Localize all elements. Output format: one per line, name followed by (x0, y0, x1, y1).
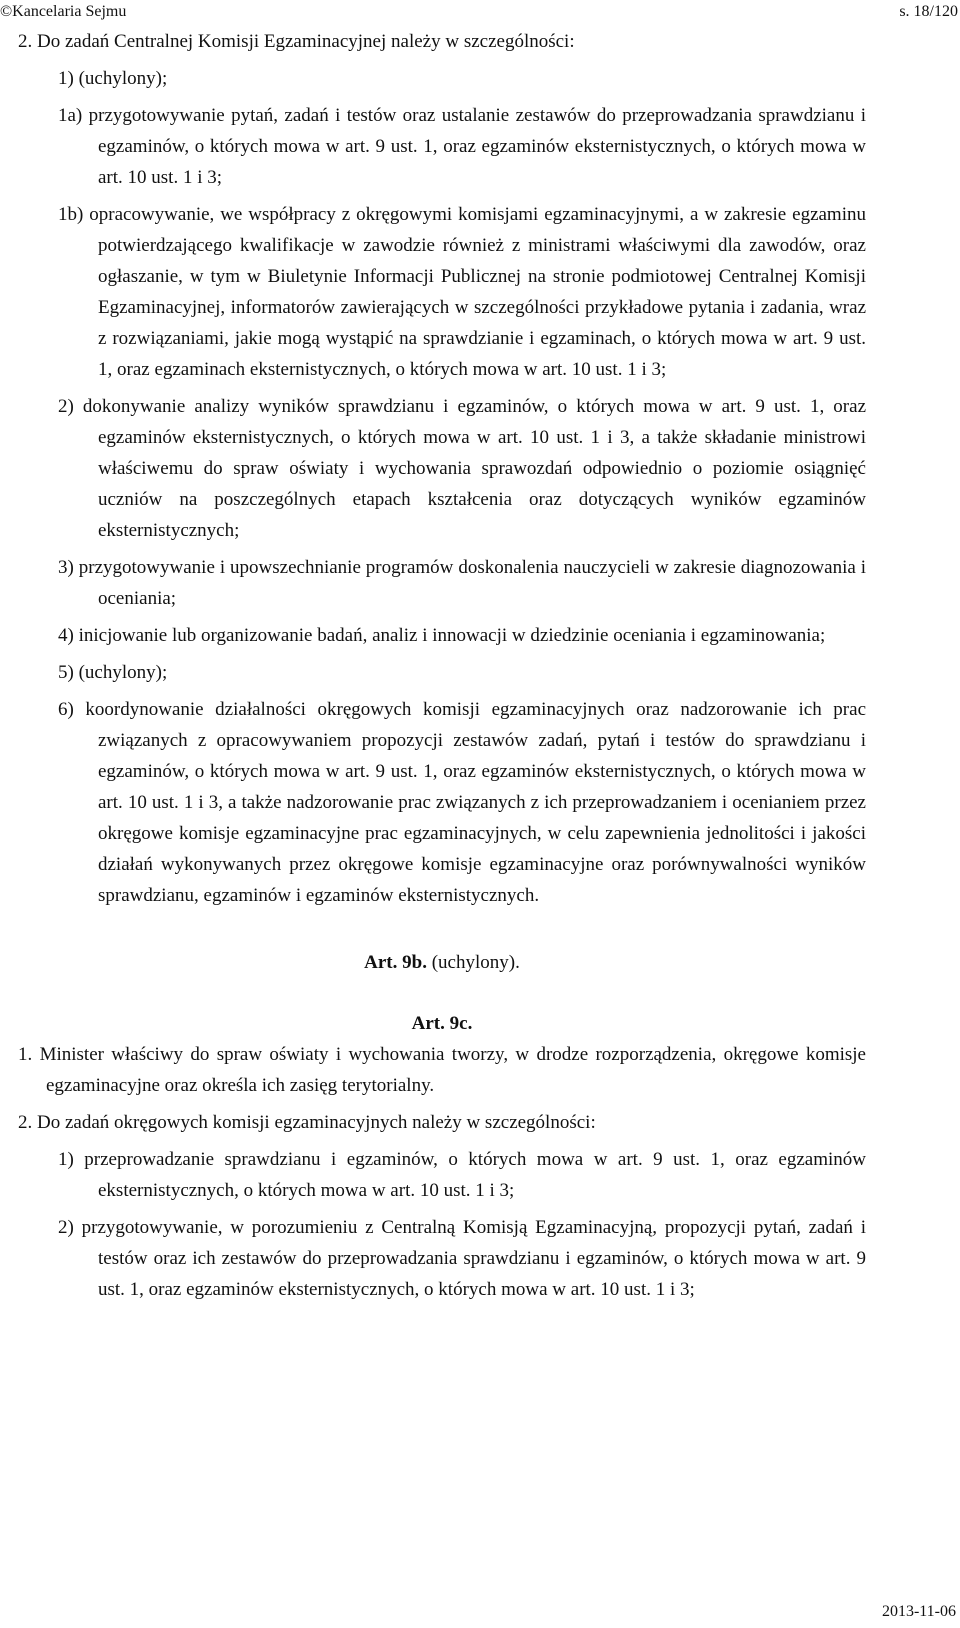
list-item: 5) (uchylony); (58, 662, 168, 683)
list-item: 1) (uchylony); (58, 68, 168, 89)
paragraph-2: 2. Do zadań Centralnej Komisji Egzaminacyjnej należy w szczególności: (18, 31, 575, 52)
list-item: 1b) opracowywanie, we współpracy z okręgowymi komisjami egzaminacyjnymi, a w zakresie egzaminu potwierdzającego kwalifikacje w zawodzie również z ministrami właściwymi dla zawodów, oraz ogłaszanie, w tym w Biuletynie Informacji Publicznej na stronie podmiotowej Centralnej Komisji Egzaminacyjnej, informatorów zawierających w szczególności przykładowe pytania i zadania, wraz z rozwiązaniami, jakie mogą wystąpić na sprawdzianie i egzaminach, o których mowa w art. 9 ust. 1, oraz egzaminach eksternistycznych, o których mowa w art. 10 ust. 1 i 3; (58, 204, 866, 380)
article-9c-paragraph-1: 1. Minister właściwy do spraw oświaty i wychowania tworzy, w drodze rozporządzenia, okręgowe komisje egzaminacyjne oraz określa ich zasięg terytorialny. (18, 1044, 866, 1096)
task-list (18, 63, 866, 911)
list-item: 4) inicjowanie lub organizowanie badań, analiz i innowacji w dziedzinie oceniania i egzaminowania; (58, 625, 826, 646)
page-number: s. 18/120 (899, 3, 958, 20)
article-9c-title: Art. 9c. (411, 1013, 473, 1034)
list-item: 6) koordynowanie działalności okręgowych komisji egzaminacyjnych oraz nadzorowanie ich prac związanych z opracowywaniem propozycji zestawów zadań, pytań i testów do sprawdzianu i egzaminów, o których mowa w art. 9 ust. 1, oraz egzaminów eksternistycznych, o których mowa w art. 10 ust. 1 i 3, a także nadzorowanie prac związanych z ich przeprowadzaniem i ocenianiem przez okręgowe komisje egzaminacyjne prac egzaminacyjnych, w celu zapewnienia jednolitości i jakości działań wykonywanych przez okręgowe komisje egzaminacyjne oraz porównywalności wyników sprawdzianu, egzaminów i egzaminów eksternistycznych. (58, 699, 866, 906)
page-header (0, 2, 958, 22)
list-item: 2) przygotowywanie, w porozumieniu z Centralną Komisją Egzaminacyjną, propozycji pytań, zadań i testów oraz ich zestawów do przeprowadzania sprawdzianu i egzaminów, o których mowa w art. 9 ust. 1, oraz egzaminów eksternistycznych, o których mowa w art. 10 ust. 1 i 3; (58, 1217, 866, 1300)
list-item: 2) dokonywanie analizy wyników sprawdzianu i egzaminów, o których mowa w art. 9 ust. 1, oraz egzaminów eksternistycznych, o których mowa w art. 10 ust. 1 i 3, a także składanie ministrowi właściwemu do spraw oświaty i wychowania sprawozdań odpowiednio o poziomie osiągnięć uczniów na poszczególnych etapach kształcenia oraz dotyczących wyników egzaminów eksternistycznych; (58, 396, 866, 541)
article-9b-text: (uchylony). (426, 952, 520, 973)
article-9b-title: Art. 9b. (364, 952, 427, 973)
footer-date: 2013-11-06 (881, 1603, 956, 1620)
list-item: 3) przygotowywanie i upowszechnianie programów doskonalenia nauczycieli w zakresie diagnozowania i oceniania; (58, 557, 866, 609)
copyright-label: ©Kancelaria Sejmu (0, 3, 127, 20)
list-item: 1) przeprowadzanie sprawdzianu i egzaminów, o których mowa w art. 9 ust. 1, oraz egzaminów eksternistycznych, o których mowa w art. 10 ust. 1 i 3; (58, 1149, 866, 1201)
article-9c-heading (18, 1008, 866, 1039)
article-9c-task-list (18, 1144, 866, 1305)
article-9b (18, 947, 866, 978)
list-item: 1a) przygotowywanie pytań, zadań i testów oraz ustalanie zestawów do przeprowadzania sprawdzianu i egzaminów, o których mowa w art. 9 ust. 1, oraz egzaminów eksternistycznych, o których mowa w art. 10 ust. 1 i 3; (58, 105, 866, 188)
article-9c-paragraph-2: 2. Do zadań okręgowych komisji egzaminacyjnych należy w szczególności: (18, 1112, 596, 1133)
document-body (18, 26, 866, 1311)
